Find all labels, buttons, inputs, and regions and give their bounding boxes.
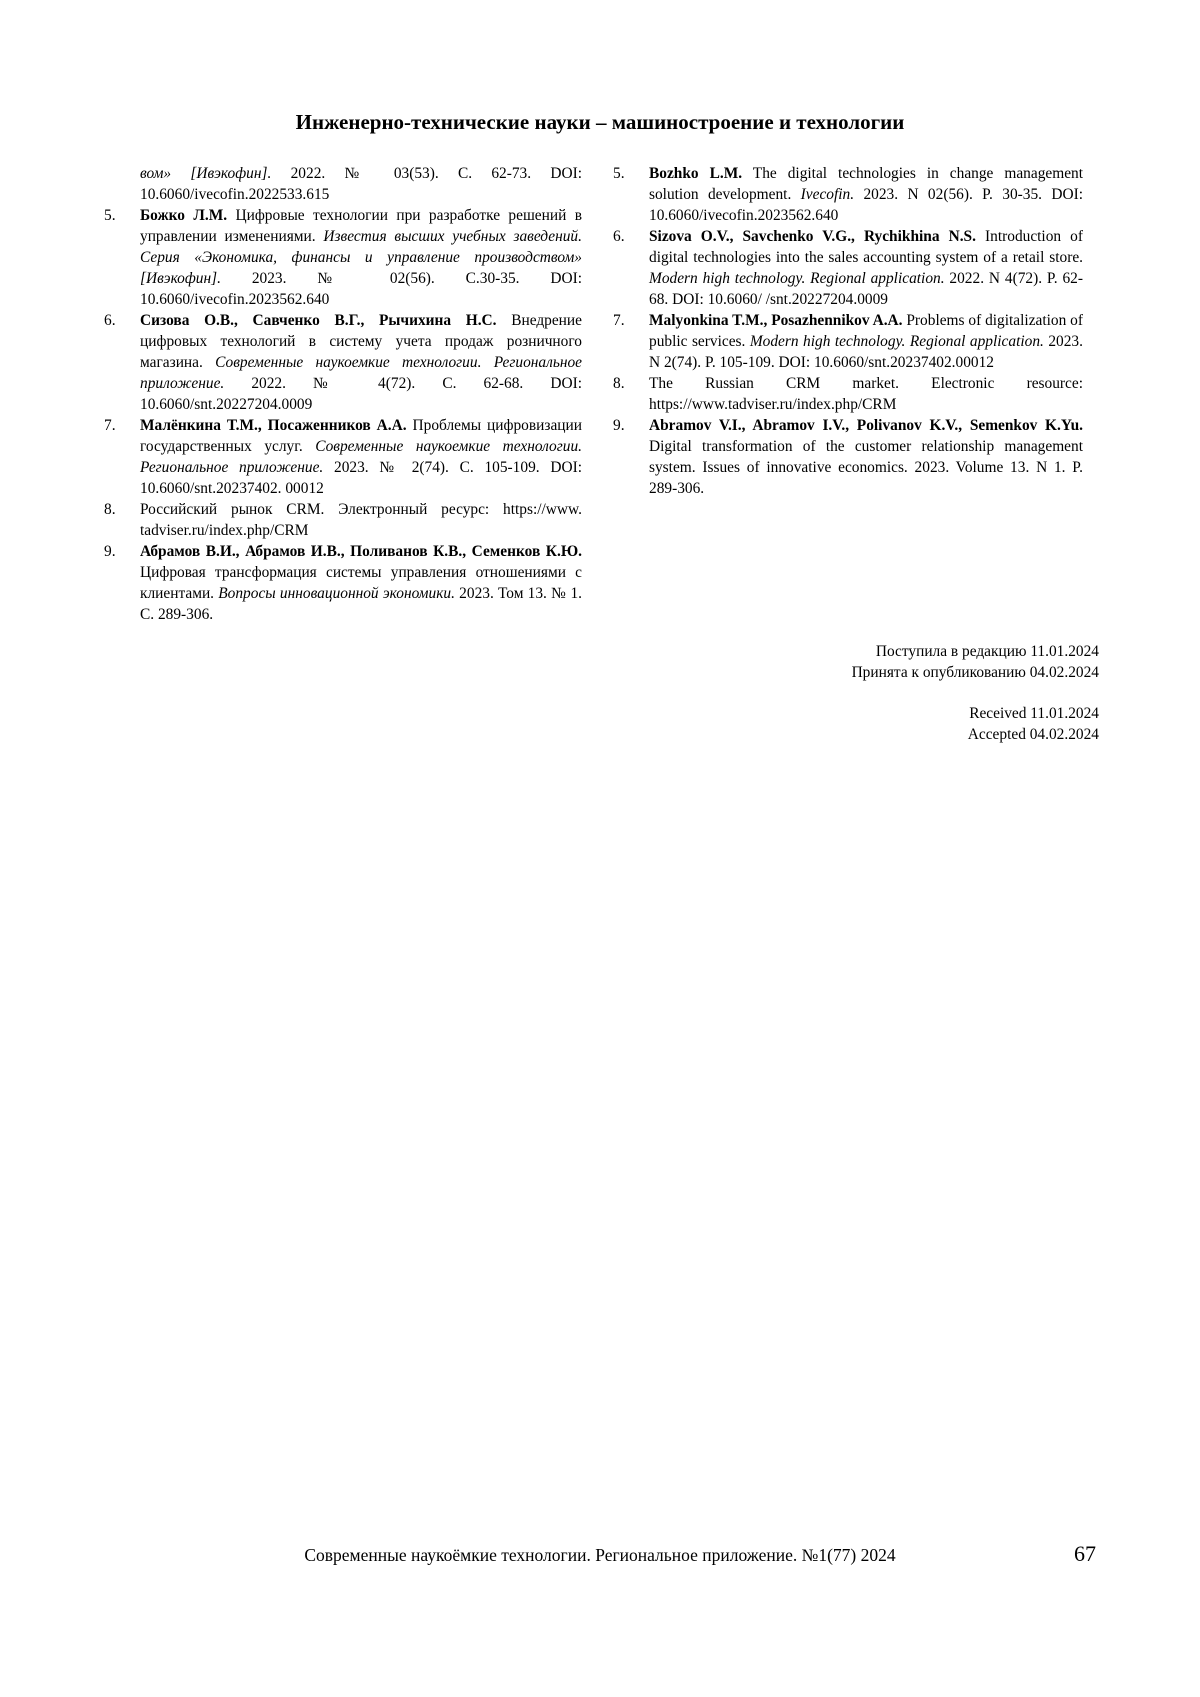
reference-number: 6.	[104, 312, 116, 329]
reference-source: Ivecofin.	[800, 186, 855, 203]
reference-authors: Malyonkina T.M., Posazhennikov A.A.	[649, 312, 903, 329]
reference-details: 2023. N 02(56). P. 30-35. DOI: 10.6060/ivecofin.2023562.640	[649, 186, 1083, 224]
references-english	[613, 163, 1083, 499]
received-dates-english	[968, 703, 1099, 745]
reference-details: 2022. N 4(72). P. 62-68. DOI: 10.6060/ /snt.20227204.0009	[649, 270, 1083, 308]
reference-item	[613, 373, 1083, 415]
reference-title: Problems of digitalization of public services.	[649, 312, 1083, 350]
reference-authors: Божко Л.М.	[140, 207, 228, 224]
reference-title: Introduction of digital technologies into the sales accounting system of a retail store.	[649, 228, 1083, 266]
reference-text	[649, 373, 1083, 415]
reference-text	[140, 541, 582, 625]
reference-details: 2023. N 2(74). P. 105-109. DOI: 10.6060/snt.20237402.00012	[649, 333, 1083, 371]
reference-text	[140, 499, 582, 541]
reference-item	[104, 310, 582, 415]
reference-title: Проблемы цифровизации государственных услуг.	[140, 417, 583, 455]
reference-authors: Малёнкина Т.М., Посаженников А.А.	[140, 417, 407, 434]
reference-source: Современные наукоемкие технологии. Региональное приложение.	[140, 354, 582, 392]
page-number: 67	[1074, 1541, 1096, 1566]
reference-text	[649, 163, 1083, 226]
reference-item	[613, 226, 1083, 310]
reference-details: 2023. № 2(74). С. 105-109. DOI: 10.6060/snt.20237402. 00012	[140, 459, 582, 497]
reference-text	[140, 310, 582, 415]
received-date: Поступила в редакцию 11.01.2024	[875, 643, 1099, 660]
reference-number: 7.	[613, 312, 625, 329]
reference-title: Цифровые технологии при разработке решений в управлении изменениями.	[140, 207, 582, 245]
reference-details: 2022. № 4(72). С. 62-68. DOI: 10.6060/snt.20227204.0009	[140, 375, 582, 413]
reference-source: Современные наукоемкие технологии. Региональное приложение.	[140, 438, 582, 476]
reference-number: 5.	[104, 207, 116, 224]
received-dates-russian	[852, 641, 1099, 683]
reference-title: Российский рынок CRM. Электронный ресурс: https://www. tadviser.ru/index.php/CRM	[140, 501, 582, 539]
accepted-date: Accepted 04.02.2024	[967, 726, 1099, 743]
reference-title: The Russian CRM market. Electronic resource: https://www.tadviser.ru/index.php/CRM	[649, 375, 1083, 413]
reference-item	[613, 310, 1083, 373]
reference-item	[104, 541, 582, 625]
reference-item	[613, 415, 1083, 499]
reference-continuation	[104, 163, 582, 205]
received-date: Received 11.01.2024	[969, 705, 1099, 722]
reference-source: Известия высших учебных заведений. Серия «Экономика, финансы и управление производством» [Ивэкофин].	[140, 228, 582, 287]
reference-text	[140, 205, 582, 310]
reference-item	[613, 163, 1083, 226]
reference-details: 2023. № 02(56). С.30-35. DOI: 10.6060/ivecofin.2023562.640	[140, 270, 582, 308]
reference-authors: Sizova O.V., Savchenko V.G., Rychikhina N.S.	[649, 228, 976, 245]
reference-text	[649, 415, 1083, 499]
references-russian	[104, 163, 582, 625]
reference-number: 8.	[104, 501, 116, 518]
reference-details: 2022. № 03(53). С. 62-73. DOI: 10.6060/ivecofin.2022533.615	[140, 165, 582, 203]
reference-details: 2023. Том 13. № 1. С. 289-306.	[140, 585, 582, 623]
reference-number: 5.	[613, 165, 625, 182]
reference-source: вом» [Ивэкофин].	[140, 165, 272, 182]
reference-title: Цифровая трансформация системы управления отношениями с клиентами.	[140, 564, 582, 602]
reference-text	[140, 163, 582, 205]
reference-number: 7.	[104, 417, 116, 434]
footer-journal-title: Современные наукоёмкие технологии. Региональное приложение. №1(77) 2024	[304, 1545, 896, 1565]
page-header-title: Инженерно-технические науки – машиностроение и технологии	[295, 110, 905, 134]
reference-title: The digital technologies in change management solution development.	[649, 165, 1083, 203]
reference-number: 9.	[613, 417, 625, 434]
reference-text	[649, 226, 1083, 310]
reference-number: 9.	[104, 543, 116, 560]
reference-source: Вопросы инновационной экономики.	[218, 585, 455, 602]
reference-item	[104, 205, 582, 310]
reference-title: Внедрение цифровых технологий в систему учета продаж розничного магазина.	[140, 312, 582, 371]
accepted-date: Принята к опубликованию 04.02.2024	[851, 664, 1099, 681]
reference-source: Modern high technology. Regional application.	[749, 333, 1044, 350]
reference-title: Digital transformation of the customer relationship management system. Issues of innovative economics. 2023. Volume 13. N 1. P. 289-306.	[649, 438, 1083, 497]
reference-number: 8.	[613, 375, 625, 392]
reference-source: Modern high technology. Regional application.	[649, 270, 945, 287]
reference-authors: Абрамов В.И., Абрамов И.В., Поливанов К.В., Семенков К.Ю.	[140, 543, 582, 560]
reference-item	[104, 499, 582, 541]
reference-authors: Abramov V.I., Abramov I.V., Polivanov K.V., Semenkov K.Yu.	[649, 417, 1083, 434]
reference-item	[104, 415, 582, 499]
reference-authors: Bozhko L.M.	[649, 165, 743, 182]
reference-authors: Сизова О.В., Савченко В.Г., Рычихина Н.С.	[140, 312, 497, 329]
reference-number: 6.	[613, 228, 625, 245]
reference-text	[649, 310, 1083, 373]
reference-text	[140, 415, 582, 499]
